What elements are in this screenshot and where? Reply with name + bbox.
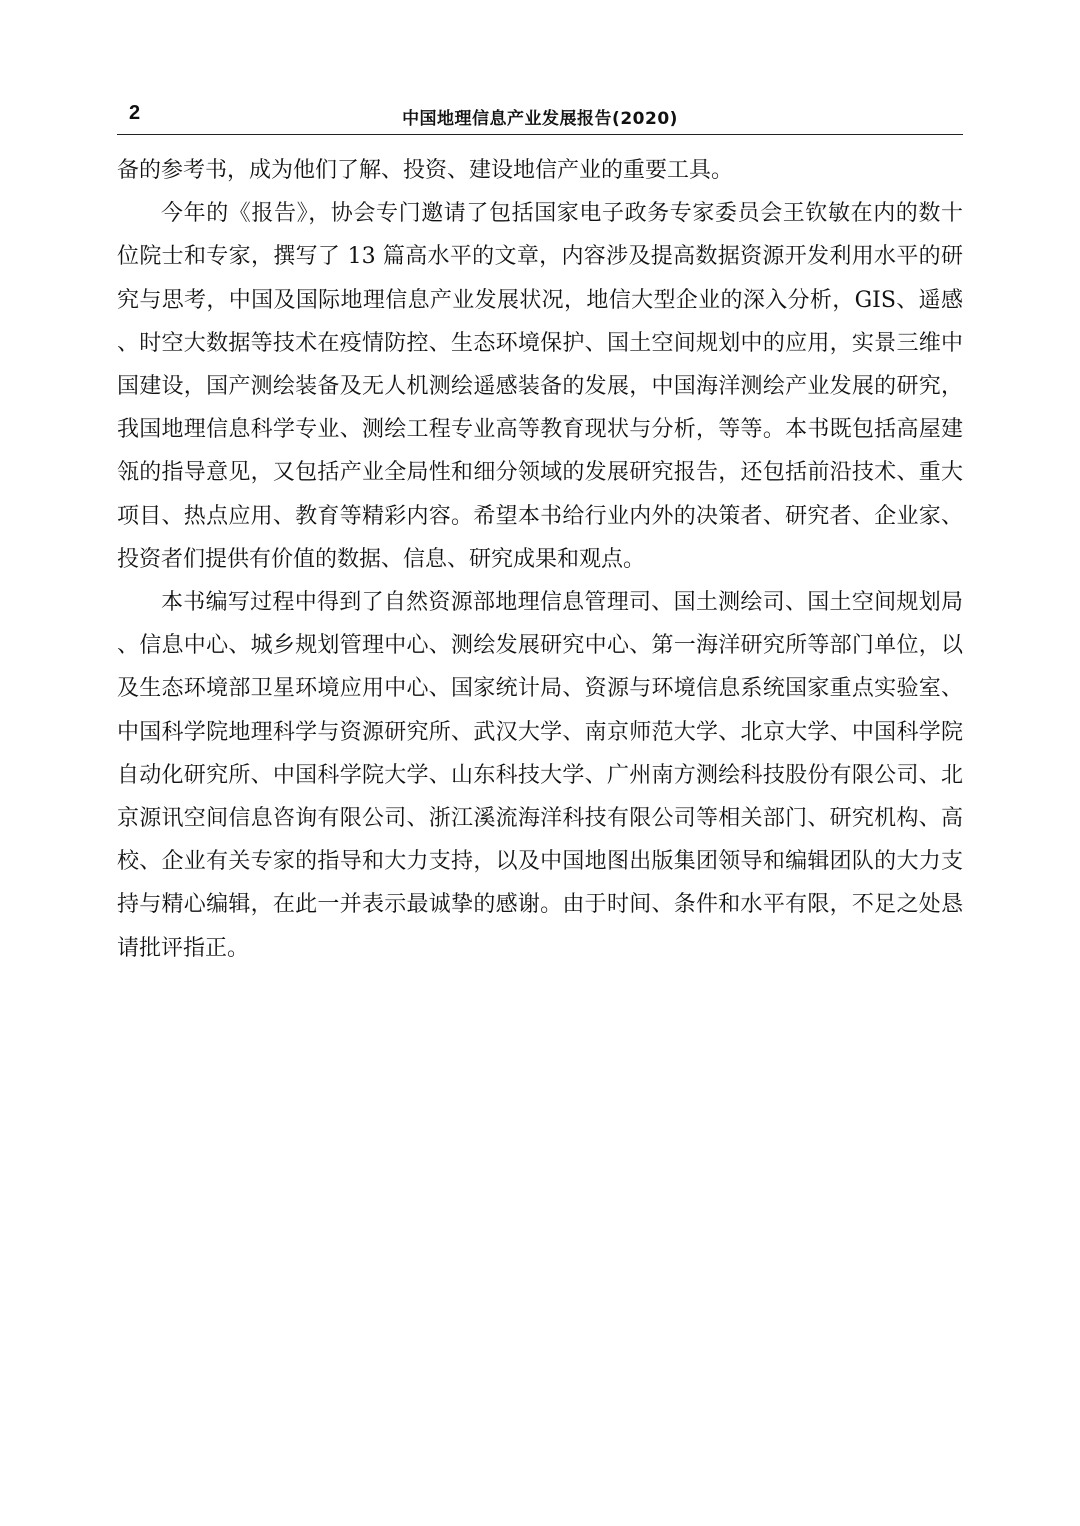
running-header <box>117 100 963 135</box>
paragraph-report-contents: 今年的《报告》，协会专门邀请了包括国家电子政务专家委员会王钦敏在内的数十位院士和专家，撰写了 13 篇高水平的文章，内容涉及提高数据资源开发利用水平的研究与思考，中国及国际地理信息产业发展状况，地信大型企业的深入分析，GIS、遥感、时空大数据等技术在疫情防控、生态环境保护、国土空间规划中的应用，实景三维中国建设，国产测绘装备及无人机测绘遥感装备的发展，中国海洋测绘产业发展的研究，我国地理信息科学专业、测绘工程专业高等教育现状与分析，等等。本书既包括高屋建瓴的指导意见，又包括产业全局性和细分领域的发展研究报告，还包括前沿技术、重大项目、热点应用、教育等精彩内容。希望本书给行业内外的决策者、研究者、企业家、投资者们提供有价值的数据、信息、研究成果和观点。 <box>117 201 963 572</box>
body-text <box>117 149 963 970</box>
paragraph-acknowledgements: 本书编写过程中得到了自然资源部地理信息管理司、国土测绘司、国土空间规划局、信息中心、城乡规划管理中心、测绘发展研究中心、第一海洋研究所等部门单位，以及生态环境部卫星环境应用中心、国家统计局、资源与环境信息系统国家重点实验室、中国科学院地理科学与资源研究所、武汉大学、南京师范大学、北京大学、中国科学院自动化研究所、中国科学院大学、山东科技大学、广州南方测绘科技股份有限公司、北京源讯空间信息咨询有限公司、浙江溪流海洋科技有限公司等相关部门、研究机构、高校、企业有关专家的指导和大力支持，以及中国地图出版集团领导和编辑团队的大力支持与精心编辑，在此一并表示最诚挚的感谢。由于时间、条件和水平有限，不足之处恳请批评指正。 <box>117 590 963 961</box>
page-number: 2 <box>129 102 141 124</box>
paragraph-continuation: 备的参考书，成为他们了解、投资、建设地信产业的重要工具。 <box>117 158 734 183</box>
running-title: 中国地理信息产业发展报告(2020) <box>402 109 678 129</box>
